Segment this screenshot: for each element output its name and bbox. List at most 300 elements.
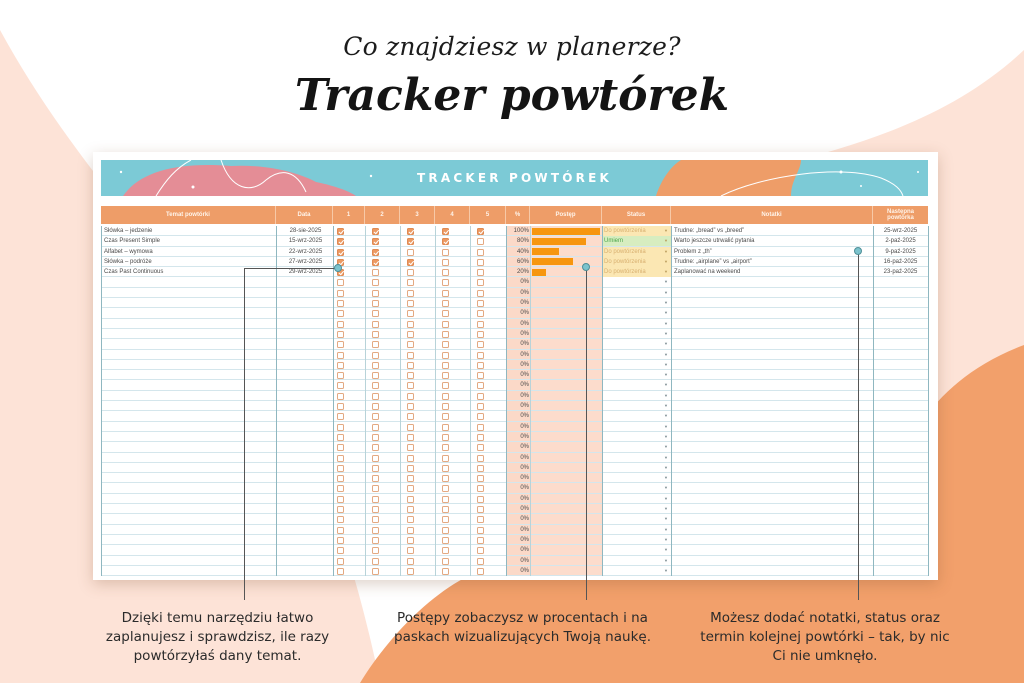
caption-left: Dzięki temu narzędziu łatwo zaplanujesz i sprawdzisz, ile razy powtórzyłaś dany temat. [105, 610, 330, 664]
repetition-checkbox-2[interactable] [372, 506, 379, 513]
repetition-checkbox-3[interactable] [407, 259, 414, 266]
dropdown-arrow-icon: ▼ [664, 279, 668, 285]
dropdown-arrow-icon: ▼ [664, 444, 668, 450]
percent-cell: 0% [520, 403, 529, 410]
repetition-checkbox-5[interactable] [477, 362, 484, 369]
col-rep-1: 1 [333, 206, 365, 224]
repetition-checkbox-4[interactable] [442, 228, 449, 235]
repetition-checkbox-2[interactable] [372, 558, 379, 565]
dropdown-arrow-icon: ▼ [664, 547, 668, 553]
table-row [102, 298, 928, 308]
repetition-checkbox-4[interactable] [442, 496, 449, 503]
status-dropdown[interactable] [602, 319, 671, 329]
repetition-checkbox-4[interactable] [442, 331, 449, 338]
repetition-checkbox-3[interactable] [407, 568, 414, 575]
repetition-checkbox-1[interactable] [337, 547, 344, 554]
repetition-checkbox-5[interactable] [477, 537, 484, 544]
dropdown-arrow-icon: ▼ [664, 300, 668, 306]
col-rep-5: 5 [470, 206, 506, 224]
repetition-checkbox-3[interactable] [407, 424, 414, 431]
repetition-checkbox-3[interactable] [407, 393, 414, 400]
percent-cell: 0% [520, 351, 529, 358]
repetition-checkbox-4[interactable] [442, 455, 449, 462]
table-row [102, 566, 928, 576]
status-value: Do powtórzenia [604, 248, 646, 255]
repetition-checkbox-4[interactable] [442, 413, 449, 420]
col-percent: % [506, 206, 530, 224]
repetition-checkbox-3[interactable] [407, 341, 414, 348]
status-dropdown[interactable] [602, 370, 671, 380]
repetition-checkbox-1[interactable] [337, 465, 344, 472]
topic-cell[interactable]: Czas Present Simple [104, 238, 161, 245]
repetition-checkbox-2[interactable] [372, 279, 379, 286]
percent-cell: 0% [520, 310, 529, 317]
repetition-checkbox-1[interactable] [337, 527, 344, 534]
repetition-checkbox-3[interactable] [407, 382, 414, 389]
table-row [102, 494, 928, 504]
repetition-checkbox-1[interactable] [337, 382, 344, 389]
repetition-checkbox-5[interactable] [477, 341, 484, 348]
repetition-checkbox-2[interactable] [372, 310, 379, 317]
repetition-checkbox-4[interactable] [442, 362, 449, 369]
repetition-checkbox-4[interactable] [442, 558, 449, 565]
repetition-checkbox-4[interactable] [442, 568, 449, 575]
repetition-checkbox-2[interactable] [372, 547, 379, 554]
repetition-checkbox-4[interactable] [442, 444, 449, 451]
status-value: Umiem [604, 238, 623, 245]
repetition-checkbox-3[interactable] [407, 238, 414, 245]
table-row [102, 525, 928, 535]
repetition-checkbox-4[interactable] [442, 393, 449, 400]
repetition-checkbox-1[interactable] [337, 558, 344, 565]
grid-line [530, 226, 531, 576]
repetition-checkbox-4[interactable] [442, 310, 449, 317]
dropdown-arrow-icon: ▼ [664, 330, 668, 336]
repetition-checkbox-3[interactable] [407, 558, 414, 565]
status-dropdown[interactable] [602, 432, 671, 442]
repetition-checkbox-5[interactable] [477, 475, 484, 482]
percent-cell: 40% [516, 248, 529, 255]
banner-title: TRACKER POWTÓREK [417, 171, 612, 185]
repetition-checkbox-2[interactable] [372, 455, 379, 462]
dropdown-arrow-icon: ▼ [664, 526, 668, 532]
table-row [102, 422, 928, 432]
status-dropdown[interactable] [602, 535, 671, 545]
repetition-checkbox-3[interactable] [407, 228, 414, 235]
repetition-checkbox-1[interactable] [337, 403, 344, 410]
table-row [102, 545, 928, 555]
repetition-checkbox-1[interactable] [337, 444, 344, 451]
repetition-checkbox-4[interactable] [442, 516, 449, 523]
repetition-checkbox-1[interactable] [337, 568, 344, 575]
status-dropdown[interactable] [602, 288, 671, 298]
repetition-checkbox-4[interactable] [442, 259, 449, 266]
next-review-cell[interactable]: 9-paź-2025 [885, 248, 916, 255]
next-review-cell[interactable]: 2-paź-2025 [885, 238, 916, 245]
repetition-checkbox-3[interactable] [407, 496, 414, 503]
note-cell[interactable]: Trudne: „airplane” vs „airport” [674, 258, 752, 265]
table-row [102, 453, 928, 463]
repetition-checkbox-1[interactable] [337, 228, 344, 235]
table-row [102, 432, 928, 442]
grid-line [671, 226, 672, 576]
note-cell[interactable]: Problem z „th” [674, 248, 712, 255]
repetition-checkbox-4[interactable] [442, 434, 449, 441]
repetition-checkbox-5[interactable] [477, 424, 484, 431]
percent-cell: 0% [520, 279, 529, 286]
status-dropdown[interactable] [602, 494, 671, 504]
percent-cell: 0% [520, 382, 529, 389]
dropdown-arrow-icon: ▼ [664, 289, 668, 295]
repetition-checkbox-5[interactable] [477, 403, 484, 410]
status-dropdown[interactable] [602, 422, 671, 432]
repetition-checkbox-5[interactable] [477, 568, 484, 575]
table-row [102, 370, 928, 380]
repetition-checkbox-1[interactable] [337, 310, 344, 317]
repetition-checkbox-4[interactable] [442, 547, 449, 554]
table-row [102, 360, 928, 370]
table-header [101, 206, 928, 224]
percent-cell: 0% [520, 557, 529, 564]
repetition-checkbox-2[interactable] [372, 568, 379, 575]
repetition-checkbox-5[interactable] [477, 558, 484, 565]
callout-line-middle [586, 270, 587, 600]
repetition-checkbox-2[interactable] [372, 475, 379, 482]
status-dropdown[interactable] [602, 442, 671, 452]
repetition-checkbox-2[interactable] [372, 382, 379, 389]
repetition-checkbox-5[interactable] [477, 516, 484, 523]
repetition-checkbox-2[interactable] [372, 228, 379, 235]
repetition-checkbox-5[interactable] [477, 259, 484, 266]
repetition-checkbox-1[interactable] [337, 506, 344, 513]
heading-title: Tracker powtórek [294, 70, 730, 121]
repetition-checkbox-4[interactable] [442, 249, 449, 256]
caption-middle: Postępy zobaczysz w procentach i na paskach wizualizujących Twoją naukę. [394, 610, 651, 645]
note-cell[interactable]: Zaplanować na weekend [674, 269, 741, 276]
dropdown-arrow-icon: ▼ [664, 485, 668, 491]
status-dropdown[interactable] [602, 298, 671, 308]
repetition-checkbox-2[interactable] [372, 393, 379, 400]
status-dropdown[interactable] [602, 545, 671, 555]
repetition-checkbox-2[interactable] [372, 413, 379, 420]
repetition-checkbox-4[interactable] [442, 403, 449, 410]
repetition-checkbox-5[interactable] [477, 310, 484, 317]
repetition-checkbox-5[interactable] [477, 279, 484, 286]
table-row [102, 350, 928, 360]
repetition-checkbox-1[interactable] [337, 300, 344, 307]
repetition-checkbox-5[interactable] [477, 496, 484, 503]
repetition-checkbox-5[interactable] [477, 506, 484, 513]
repetition-checkbox-2[interactable] [372, 527, 379, 534]
topic-cell[interactable]: Czas Past Continuous [104, 269, 164, 276]
status-value: Do powtórzenia [604, 228, 646, 234]
status-dropdown[interactable] [602, 453, 671, 463]
repetition-checkbox-4[interactable] [442, 300, 449, 307]
repetition-checkbox-2[interactable] [372, 331, 379, 338]
repetition-checkbox-2[interactable] [372, 372, 379, 379]
next-review-cell[interactable]: 23-paź-2025 [883, 269, 918, 276]
repetition-checkbox-4[interactable] [442, 279, 449, 286]
next-review-cell[interactable]: 25-wrz-2025 [883, 228, 918, 234]
repetition-checkbox-1[interactable] [337, 485, 344, 492]
repetition-checkbox-1[interactable] [337, 516, 344, 523]
repetition-checkbox-5[interactable] [477, 300, 484, 307]
dropdown-arrow-icon: ▼ [664, 433, 668, 439]
date-cell[interactable]: 27-wrz-2025 [288, 258, 323, 265]
status-dropdown[interactable] [602, 514, 671, 524]
callout-line-right [858, 254, 859, 600]
repetition-checkbox-4[interactable] [442, 341, 449, 348]
table-body [101, 226, 928, 576]
col-status: Status [602, 206, 671, 224]
repetition-checkbox-3[interactable] [407, 465, 414, 472]
repetition-checkbox-5[interactable] [477, 465, 484, 472]
status-dropdown[interactable] [602, 247, 671, 257]
repetition-checkbox-5[interactable] [477, 485, 484, 492]
repetition-checkbox-3[interactable] [407, 321, 414, 328]
repetition-checkbox-3[interactable] [407, 537, 414, 544]
repetition-checkbox-2[interactable] [372, 485, 379, 492]
percent-cell: 0% [520, 547, 529, 554]
repetition-checkbox-3[interactable] [407, 413, 414, 420]
dropdown-arrow-icon: ▼ [664, 361, 668, 367]
repetition-checkbox-4[interactable] [442, 352, 449, 359]
repetition-checkbox-2[interactable] [372, 269, 379, 276]
repetition-checkbox-4[interactable] [442, 269, 449, 276]
status-dropdown[interactable] [602, 277, 671, 287]
repetition-checkbox-4[interactable] [442, 372, 449, 379]
dropdown-arrow-icon: ▼ [664, 228, 668, 233]
repetition-checkbox-3[interactable] [407, 331, 414, 338]
percent-cell: 0% [520, 392, 529, 399]
percent-cell: 20% [516, 269, 529, 276]
percent-cell: 0% [520, 536, 529, 543]
repetition-checkbox-2[interactable] [372, 341, 379, 348]
table-row [102, 463, 928, 473]
topic-cell[interactable]: Słówka – jedzenie [104, 228, 153, 234]
repetition-checkbox-3[interactable] [407, 269, 414, 276]
table-row [102, 504, 928, 514]
table-row [102, 391, 928, 401]
repetition-checkbox-1[interactable] [337, 279, 344, 286]
repetition-checkbox-3[interactable] [407, 475, 414, 482]
topic-cell[interactable]: Alfabet – wymowa [104, 248, 153, 255]
repetition-checkbox-4[interactable] [442, 382, 449, 389]
repetition-checkbox-4[interactable] [442, 238, 449, 245]
repetition-checkbox-1[interactable] [337, 393, 344, 400]
status-dropdown[interactable] [602, 556, 671, 566]
repetition-checkbox-2[interactable] [372, 496, 379, 503]
repetition-checkbox-4[interactable] [442, 527, 449, 534]
repetition-checkbox-4[interactable] [442, 424, 449, 431]
repetition-checkbox-5[interactable] [477, 393, 484, 400]
repetition-checkbox-5[interactable] [477, 331, 484, 338]
repetition-checkbox-1[interactable] [337, 331, 344, 338]
topic-cell[interactable]: Słówka – podróże [104, 258, 152, 265]
repetition-checkbox-5[interactable] [477, 547, 484, 554]
repetition-checkbox-4[interactable] [442, 485, 449, 492]
progress-bar [532, 269, 546, 276]
grid-line [506, 226, 507, 576]
repetition-checkbox-1[interactable] [337, 434, 344, 441]
repetition-checkbox-4[interactable] [442, 321, 449, 328]
repetition-checkbox-4[interactable] [442, 465, 449, 472]
repetition-checkbox-2[interactable] [372, 516, 379, 523]
repetition-checkbox-2[interactable] [372, 444, 379, 451]
repetition-checkbox-4[interactable] [442, 537, 449, 544]
date-cell[interactable]: 22-wrz-2025 [288, 248, 323, 255]
repetition-checkbox-4[interactable] [442, 506, 449, 513]
repetition-checkbox-5[interactable] [477, 352, 484, 359]
repetition-checkbox-3[interactable] [407, 434, 414, 441]
status-dropdown[interactable] [602, 380, 671, 390]
status-dropdown[interactable] [602, 360, 671, 370]
repetition-checkbox-3[interactable] [407, 455, 414, 462]
repetition-checkbox-3[interactable] [407, 290, 414, 297]
repetition-checkbox-1[interactable] [337, 475, 344, 482]
repetition-checkbox-2[interactable] [372, 300, 379, 307]
percent-cell: 0% [520, 475, 529, 482]
repetition-checkbox-2[interactable] [372, 290, 379, 297]
date-cell[interactable]: 15-wrz-2025 [288, 238, 323, 245]
repetition-checkbox-1[interactable] [337, 372, 344, 379]
status-dropdown[interactable] [602, 350, 671, 360]
repetition-checkbox-5[interactable] [477, 527, 484, 534]
repetition-checkbox-3[interactable] [407, 300, 414, 307]
repetition-checkbox-1[interactable] [337, 455, 344, 462]
repetition-checkbox-2[interactable] [372, 249, 379, 256]
status-dropdown[interactable] [602, 236, 671, 246]
repetition-checkbox-3[interactable] [407, 310, 414, 317]
status-dropdown[interactable] [602, 339, 671, 349]
col-date: Data [276, 206, 333, 224]
table-row [102, 411, 928, 421]
repetition-checkbox-2[interactable] [372, 424, 379, 431]
dropdown-arrow-icon: ▼ [664, 557, 668, 563]
percent-cell: 0% [520, 516, 529, 523]
col-next-review: Następna powtórka [886, 208, 914, 221]
grid-line [400, 226, 401, 576]
dropdown-arrow-icon: ▼ [664, 248, 668, 254]
date-cell[interactable]: 29-wrz-2025 [288, 269, 323, 276]
repetition-checkbox-2[interactable] [372, 362, 379, 369]
repetition-checkbox-3[interactable] [407, 249, 414, 256]
repetition-checkbox-2[interactable] [372, 537, 379, 544]
repetition-checkbox-1[interactable] [337, 413, 344, 420]
repetition-checkbox-1[interactable] [337, 290, 344, 297]
repetition-checkbox-3[interactable] [407, 403, 414, 410]
repetition-checkbox-2[interactable] [372, 321, 379, 328]
repetition-checkbox-2[interactable] [372, 434, 379, 441]
note-cell[interactable]: Trudne: „bread” vs „breed” [674, 228, 745, 234]
repetition-checkbox-5[interactable] [477, 228, 484, 235]
progress-bar [532, 258, 573, 265]
status-dropdown[interactable] [602, 226, 671, 236]
status-dropdown[interactable] [602, 329, 671, 339]
percent-cell: 0% [520, 372, 529, 379]
status-dropdown[interactable] [602, 525, 671, 535]
repetition-checkbox-5[interactable] [477, 434, 484, 441]
repetition-checkbox-5[interactable] [477, 382, 484, 389]
repetition-checkbox-5[interactable] [477, 372, 484, 379]
repetition-checkbox-2[interactable] [372, 259, 379, 266]
repetition-checkbox-2[interactable] [372, 352, 379, 359]
repetition-checkbox-3[interactable] [407, 506, 414, 513]
repetition-checkbox-3[interactable] [407, 279, 414, 286]
percent-cell: 0% [520, 454, 529, 461]
repetition-checkbox-5[interactable] [477, 444, 484, 451]
repetition-checkbox-4[interactable] [442, 475, 449, 482]
repetition-checkbox-1[interactable] [337, 496, 344, 503]
tracker-sheet [93, 152, 938, 580]
status-dropdown[interactable] [602, 257, 671, 267]
tracker-table [101, 206, 928, 576]
repetition-checkbox-5[interactable] [477, 238, 484, 245]
repetition-checkbox-2[interactable] [372, 403, 379, 410]
percent-cell: 0% [520, 300, 529, 307]
date-cell[interactable]: 28-sie-2025 [289, 228, 322, 234]
repetition-checkbox-5[interactable] [477, 413, 484, 420]
repetition-checkbox-3[interactable] [407, 527, 414, 534]
repetition-checkbox-5[interactable] [477, 290, 484, 297]
progress-bar [532, 228, 600, 235]
status-dropdown[interactable] [602, 566, 671, 576]
percent-cell: 0% [520, 444, 529, 451]
repetition-checkbox-3[interactable] [407, 372, 414, 379]
percent-cell: 0% [520, 413, 529, 420]
status-dropdown[interactable] [602, 411, 671, 421]
status-dropdown[interactable] [602, 401, 671, 411]
status-dropdown[interactable] [602, 463, 671, 473]
repetition-checkbox-5[interactable] [477, 249, 484, 256]
repetition-checkbox-4[interactable] [442, 290, 449, 297]
repetition-checkbox-5[interactable] [477, 269, 484, 276]
caption-right: Możesz dodać notatki, status oraz termin kolejnej powtórki – tak, by nic Ci nie umknęło. [700, 610, 950, 664]
repetition-checkbox-1[interactable] [337, 424, 344, 431]
repetition-checkbox-1[interactable] [337, 238, 344, 245]
status-dropdown[interactable] [602, 473, 671, 483]
dropdown-arrow-icon: ▼ [664, 516, 668, 522]
repetition-checkbox-5[interactable] [477, 321, 484, 328]
status-dropdown[interactable] [602, 391, 671, 401]
status-dropdown[interactable] [602, 483, 671, 493]
repetition-checkbox-1[interactable] [337, 537, 344, 544]
repetition-checkbox-3[interactable] [407, 444, 414, 451]
repetition-checkbox-1[interactable] [337, 321, 344, 328]
status-dropdown[interactable] [602, 267, 671, 277]
repetition-checkbox-1[interactable] [337, 249, 344, 256]
status-dropdown[interactable] [602, 308, 671, 318]
repetition-checkbox-3[interactable] [407, 516, 414, 523]
repetition-checkbox-3[interactable] [407, 547, 414, 554]
repetition-checkbox-2[interactable] [372, 238, 379, 245]
repetition-checkbox-5[interactable] [477, 455, 484, 462]
repetition-checkbox-2[interactable] [372, 465, 379, 472]
repetition-checkbox-3[interactable] [407, 362, 414, 369]
note-cell[interactable]: Warto jeszcze utrwalić pytania [674, 238, 755, 245]
repetition-checkbox-1[interactable] [337, 352, 344, 359]
col-notes: Notatki [671, 206, 873, 224]
dropdown-arrow-icon: ▼ [664, 464, 668, 470]
repetition-checkbox-3[interactable] [407, 485, 414, 492]
status-dropdown[interactable] [602, 504, 671, 514]
repetition-checkbox-3[interactable] [407, 352, 414, 359]
table-row [102, 308, 928, 318]
next-review-cell[interactable]: 16-paź-2025 [883, 258, 918, 265]
grid-line [365, 226, 366, 576]
repetition-checkbox-1[interactable] [337, 362, 344, 369]
repetition-checkbox-1[interactable] [337, 341, 344, 348]
